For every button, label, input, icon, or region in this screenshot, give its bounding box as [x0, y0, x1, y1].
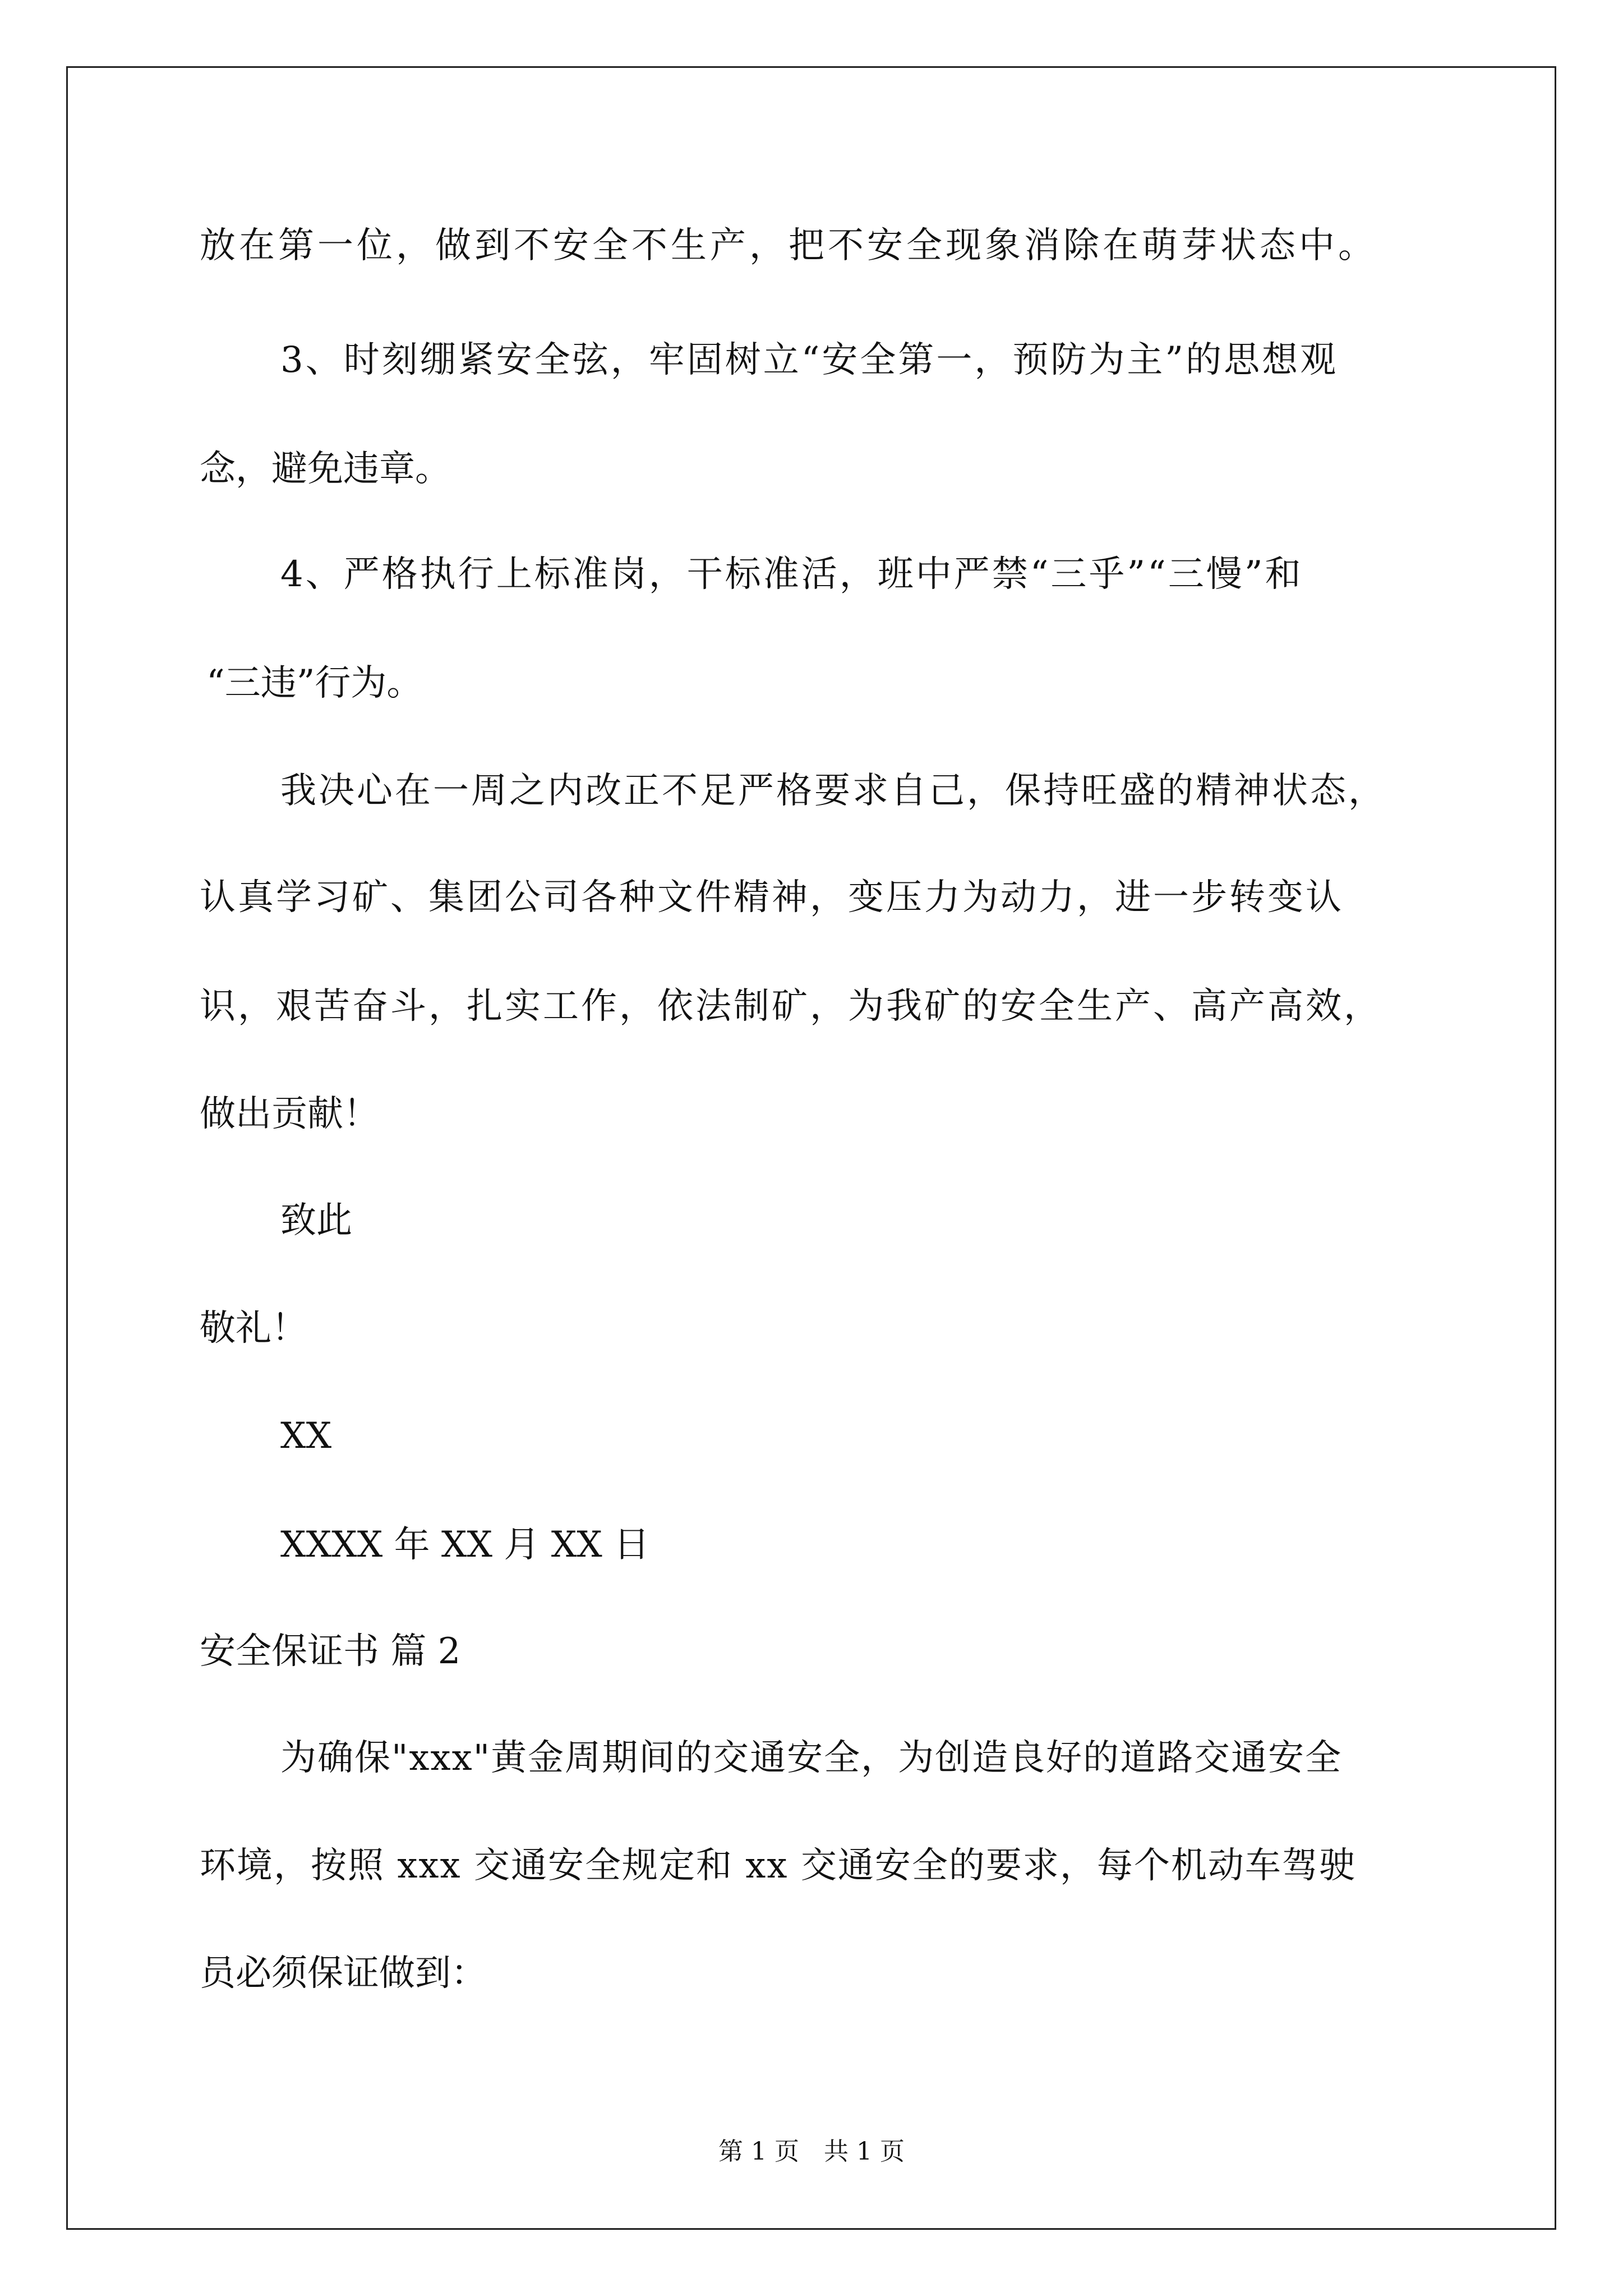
text-line-15: 为确保"xxx"黄金周期间的交通安全，为创造良好的道路交通安全	[280, 1737, 1343, 1779]
page-number-total: 共 1 页	[824, 2137, 905, 2166]
text-line-9: 做出贡献！	[200, 1093, 379, 1135]
text-line-16: 环境，按照 xxx 交通安全规定和 xx 交通安全的要求，每个机动车驾驶	[200, 1845, 1356, 1887]
text-line-3: 念，避免违章。	[200, 448, 451, 490]
text-line-1: 放在第一位，做到不安全不生产，把不安全现象消除在萌芽状态中。	[200, 225, 1377, 266]
text-line-5: “三违”行为。	[206, 662, 423, 704]
text-line-11: 敬礼！	[200, 1308, 307, 1349]
signature-name: XX	[280, 1415, 332, 1457]
text-line-8: 识，艰苦奋斗，扎实工作，依法制矿，为我矿的安全生产、高产高效，	[200, 986, 1382, 1027]
text-line-4: 4、严格执行上标准岗，干标准活，班中严禁“三乎”“三慢”和	[280, 554, 1303, 595]
section-title: 安全保证书 篇 2	[200, 1631, 461, 1672]
text-line-7: 认真学习矿、集团公司各种文件精神，变压力为动力，进一步转变认	[200, 877, 1344, 918]
signature-date: XXXX 年 XX 月 XX 日	[280, 1524, 650, 1566]
page-number-current: 第 1 页	[718, 2137, 799, 2166]
text-line-10: 致此	[280, 1200, 352, 1241]
page-border	[66, 66, 1556, 2230]
text-line-6: 我决心在一周之内改正不足严格要求自己，保持旺盛的精神状态，	[280, 770, 1386, 812]
text-line-17: 员必须保证做到：	[200, 1953, 487, 1994]
page-footer	[0, 2136, 1623, 2168]
text-line-2: 3、时刻绷紧安全弦，牢固树立“安全第一，预防为主”的思想观	[280, 339, 1339, 381]
